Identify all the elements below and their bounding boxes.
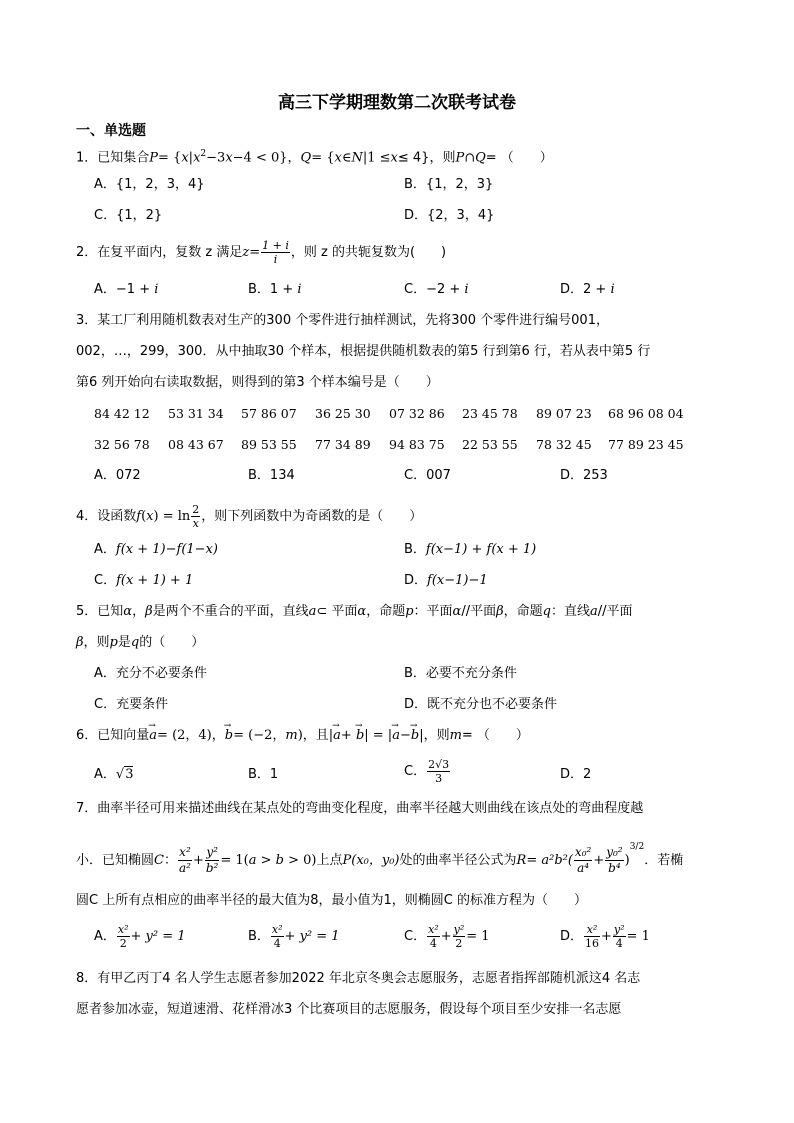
section-heading: 一、单选题 (76, 123, 146, 139)
q4-option-d: D．f(x−1)−1 (404, 573, 488, 588)
q2-option-a: A．−1 + i (94, 282, 159, 297)
rn-cell: 36 25 30 (315, 406, 371, 421)
q4-option-b: B．f(x−1) + f(x + 1) (404, 542, 537, 557)
q3-option-c: C．007 (404, 468, 451, 483)
q7-option-b: B． $\frac{\text{x²}}{4}$ + y² = 1 (248, 923, 340, 950)
q2-option-c: C．−2 + i (404, 282, 469, 297)
q1-option-b: B．{1，2，3} (404, 177, 494, 192)
rn-cell: 78 32 45 (536, 437, 592, 452)
rn-cell: 94 83 75 (389, 437, 445, 452)
q1-option-c: C．{1，2} (94, 208, 163, 223)
rn-cell: 84 42 12 (94, 406, 150, 421)
q6-option-d: D．2 (560, 767, 592, 782)
q6-option-a: A．√3 (94, 767, 134, 782)
q2-fraction: $\frac{1 + i}{i}$ (262, 239, 289, 266)
page-title: 高三下学期理数第二次联考试卷 (278, 93, 516, 113)
q3-option-d: D．253 (560, 468, 608, 483)
rn-cell: 08 43 67 (168, 437, 224, 452)
q4-option-c: C．f(x + 1) + 1 (94, 573, 194, 588)
q2-option-d: D．2 + i (560, 282, 615, 297)
rn-cell: 32 56 78 (94, 437, 150, 452)
question-4: 4．设函数f(x) = ln $\frac{2}{x}$ ，则下列函数中为奇函数的是（ ） (76, 503, 423, 530)
rn-cell: 07 32 86 (389, 406, 445, 421)
q5-option-b: B．必要不充分条件 (404, 666, 517, 681)
question-5-line-2: β，则p是q的（ ） (76, 635, 205, 650)
q7-option-c: C． $\frac{\text{x²}}{4}$ + $\frac{\text{y²}}{2}$ = 1 (404, 923, 490, 950)
q3-option-a: A．072 (94, 468, 141, 483)
rn-cell: 77 89 23 45 (608, 437, 684, 452)
q4-fraction: $\frac{2}{x}$ (192, 503, 200, 530)
question-3-line-2: 002，…，299，300．从中抽取30 个样本，根据提供随机数表的第5 行到第6 行，若从表中第5 行 (76, 344, 651, 359)
q1-option-a: A．{1，2，3，4} (94, 177, 205, 192)
rn-cell: 57 86 07 (241, 406, 297, 421)
q5-option-d: D．既不充分也不必要条件 (404, 697, 558, 712)
q6-option-b: B．1 (248, 767, 279, 782)
q4-option-a: A．f(x + 1)−f(1−x) (94, 542, 218, 557)
question-3-line-1: 3．某工厂利用随机数表对生产的300 个零件进行抽样测试，先将300 个零件进行编号001， (76, 313, 609, 328)
q5-option-a: A．充分不必要条件 (94, 666, 207, 681)
question-7-line-2: 小．已知椭圆C： $\frac{\text{x²}}{\text{a²}}$ + $\frac{\text{y²}}{\text{b²}}$ = 1(a > b > 0)上点P(x₀，y₀)处的曲率半径公式为R= a²b²( $\frac{\text{x₀²}}{\text{a⁴}}$ + $\frac{\text{y₀²}}{\text{b⁴}}$ )$^{3/2}$．若椭 (76, 841, 684, 875)
rn-cell: 89 53 55 (241, 437, 297, 452)
question-1: 1．已知集合$P= \{x|x^2-3x-4 < 0\}$，Q= {x∈N|1 ≤x≤ 4}，则P∩Q= （ ） (76, 149, 553, 166)
q7-option-d: D． $\frac{\text{x²}}{16}$ + $\frac{\text{y²}}{4}$ = 1 (560, 923, 650, 950)
question-2: 2．在复平面内，复数 z 满足z= $\frac{1 + i}{i}$ ，则 z 的共轭复数为( ) (76, 239, 447, 266)
q1-option-d: D．{2，3，4} (404, 208, 495, 223)
question-8-line-2: 愿者参加冰壶，短道速滑、花样滑冰3 个比赛项目的志愿服务，假设每个项目至少安排一名志愿 (76, 1002, 622, 1017)
question-7-line-3: 圆C 上所有点相应的曲率半径的最大值为8，最小值为1，则椭圆C 的标准方程为（ ） (76, 893, 587, 908)
q2-option-b: B．1 + i (248, 282, 302, 297)
q6-option-c: C． $\frac{2√3}{3}$ (404, 758, 450, 785)
rn-cell: 89 07 23 (536, 406, 592, 421)
q7-option-a: A． $\frac{\text{x²}}{2}$ + y² = 1 (94, 923, 186, 950)
rn-cell: 22 53 55 (462, 437, 518, 452)
q5-option-c: C．充要条件 (94, 697, 169, 712)
question-8-line-1: 8．有甲乙丙丁4 名人学生志愿者参加2022 年北京冬奥会志愿服务，志愿者指挥部随机派这4 名志 (76, 971, 641, 986)
rn-cell: 53 31 34 (168, 406, 224, 421)
question-7-line-1: 7．曲率半径可用来描述曲线在某点处的弯曲变化程度，曲率半径越大则曲线在该点处的弯曲程度越 (76, 801, 644, 816)
rn-cell: 23 45 78 (462, 406, 518, 421)
rn-cell: 77 34 89 (315, 437, 371, 452)
rn-cell: 68 96 08 04 (608, 406, 684, 421)
q3-option-b: B．134 (248, 468, 295, 483)
question-6: 6．已知向量→ a= (2，4)，→ b= (−2，m)，且|→ a+ → b| = |→ a−→ b|，则m= （ ） (76, 727, 529, 745)
question-5-line-1: 5．已知α，β是两个不重合的平面，直线a⊂ 平面α，命题p：平面α//平面β，命题q：直线a//平面 (76, 604, 633, 619)
question-3-line-3: 第6 列开始向右读取数据，则得到的第3 个样本编号是（ ） (76, 375, 439, 390)
